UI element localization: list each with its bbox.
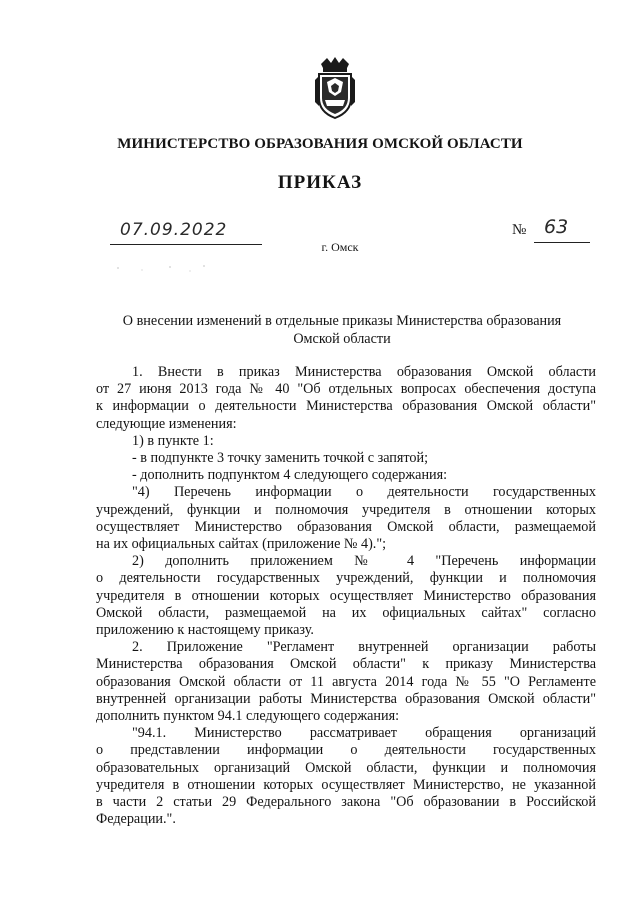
subject-line: О внесении изменений в отдельные приказы Министерства образования: [122, 313, 562, 329]
body-line: "94.1. Министерство рассматривает обращения организаций: [132, 725, 596, 742]
body-line: 1) в пункте 1:: [132, 432, 214, 449]
handwritten-number: 63: [544, 216, 569, 238]
body-line: к информации о деятельности Министерства образования Омской области": [96, 398, 596, 415]
body-line: "4) Перечень информации о деятельности государственных: [132, 484, 596, 501]
body-line: дополнить пунктом 94.1 следующего содержания:: [96, 708, 400, 725]
body-line: внутренней организации работы Министерства образования Омской области": [96, 690, 596, 707]
body-line: 2. Приложение "Регламент внутренней организации работы: [132, 639, 596, 656]
handwritten-date: 07.09.2022: [120, 220, 228, 240]
city-label: г. Омск: [321, 240, 359, 254]
body-line: учреждений, функции и полномочия учредителя в отношении которых: [96, 501, 596, 518]
number-field: [512, 216, 592, 242]
body-line: - в подпункте 3 точку заменить точкой с запятой;: [132, 450, 429, 467]
body-line: осуществляет Министерство образования Омской области, размещаемой: [96, 518, 596, 535]
body-line: учредителя в отношении которых осуществляет Министерство, не указанной: [96, 776, 596, 793]
coat-of-arms-emblem: [313, 56, 357, 120]
order-body: [96, 364, 596, 828]
body-line: образования Омской области от 11 августа 2014 года № 55 "О Регламенте: [96, 673, 596, 690]
order-subject: [96, 312, 588, 348]
body-line: на их официальных сайтах (приложение № 4).";: [96, 536, 387, 553]
subject-line: Омской области: [293, 331, 391, 347]
document-type-title: ПРИКАЗ: [277, 172, 363, 193]
body-line: приложению к настоящему приказу.: [96, 622, 314, 639]
body-line: образовательных организаций Омской области, функции и полномочия: [96, 759, 596, 776]
body-line: о деятельности государственных учреждений, функции и полномочия: [96, 570, 596, 587]
body-line: о представлении информации о деятельности государственных: [96, 742, 596, 759]
body-line: учредителя в отношении которых осуществляет Министерство образования: [96, 587, 596, 604]
body-line: следующие изменения:: [96, 415, 237, 432]
body-line: в части 2 статьи 29 Федерального закона "Об образовании в Российской: [96, 794, 596, 811]
body-line: Федерации.".: [96, 811, 176, 828]
body-line: Министерства образования Омской области" к приказу Министерства: [96, 656, 596, 673]
scan-noise: [112, 262, 212, 276]
body-line: Омской области, размещаемой на их официальных сайтах" согласно: [96, 604, 596, 621]
body-line: 1. Внести в приказ Министерства образования Омской области: [132, 364, 596, 380]
number-sign: №: [512, 222, 527, 238]
body-line: - дополнить подпунктом 4 следующего содержания:: [132, 467, 448, 484]
body-line: от 27 июня 2013 года № 40 "Об отдельных вопросах обеспечения доступа: [96, 381, 596, 398]
body-line: 2) дополнить приложением № 4 "Перечень информации: [132, 553, 596, 570]
ministry-name: МИНИСТЕРСТВО ОБРАЗОВАНИЯ ОМСКОЙ ОБЛАСТИ: [117, 136, 523, 152]
